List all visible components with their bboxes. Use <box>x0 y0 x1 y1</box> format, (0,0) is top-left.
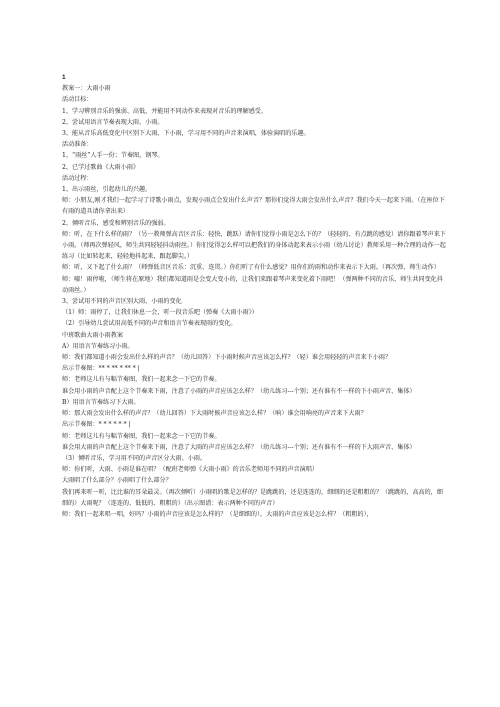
text-line: 3、能从音乐高低变化中区别下大雨、下小雨，学习用不同的声音来演唱，体验演唱的乐趣。 <box>62 130 310 138</box>
text-line: 师：听，又下起了什么雨？（师弹低音区音乐：沉重、连贯。）你们听了有什么感觉？用你们的雨和动作来表示下大雨。（再次弹，师生动作） <box>62 264 440 272</box>
text-line: （1）师：雨停了，让我们休息一会，听一段音乐吧（弹奏《大雨小雨》） <box>62 309 258 317</box>
text-line: 3、尝试用不同的声音区别大雨、小雨的变化 <box>62 298 182 306</box>
text-line: 师：老师这儿有与幅节奏图，我们一起来念一下它的节奏。 <box>62 376 221 384</box>
text-lines <box>62 83 447 520</box>
text-line: 中班歌曲大雨小雨教案 <box>62 331 123 339</box>
text-line: 1、“雨丝”人手一份；节奏图，钢琴。 <box>62 152 164 160</box>
text-line: 师：我们一起来唱一唱，好吗？小雨的声音应该是怎么样的？（是细细的），大雨的声音应该是怎么样？（粗粗的）， <box>62 510 373 518</box>
text-line: A）用语言节奏练习小雨。 <box>62 342 134 350</box>
text-line: 师：小朋友,刚才我们一起学习了诗歌小雨点，发现小雨点会发出什么声音？那你们觉得大雨会发出什么声音？我们今天一起来下雨。（在座位下有雨的道具请你拿出来） <box>62 197 445 216</box>
text-line: 2、倾听音乐，感受和辨别音乐的强弱。 <box>62 219 170 227</box>
text-line: （2）引导幼儿尝试用高低不同的声音和语言节奏表现雨的变化。 <box>62 320 237 328</box>
text-line: 谁会用大雨的声音配上这个节奏来下雨，注意了大雨的声音应该怎么样？（幼儿练习---个别；还有谁有不一样的下大雨声音、集体） <box>62 443 416 451</box>
text-line: 出示节奏图：** * ** * ** * | <box>62 365 140 373</box>
text-line: 师：我们都知道小雨会发出什么样的声音？（幼儿回答）下小雨时候声音应该怎么样？（轻）谁会用轻轻的声音来下小雨？ <box>62 354 392 362</box>
text-line: 师：嘘！雨停啦，（师生将在原地）我们都知道雨是会变大变小的，让我们来跟着琴声来变化着下雨吧！（弹两种不同的音乐，师生共同变化抖动雨丝。） <box>62 275 443 294</box>
text-line: 师：老师这儿有与幅节奏图，我们一起来念一下它的节奏。 <box>62 432 221 440</box>
document-body <box>62 72 447 520</box>
text-line: 1、学习辨别音乐的强弱、高低，并能用不同动作来表现对音乐的理解感受。 <box>62 107 267 115</box>
text-line: 大雨唱了什么部分？小雨唱了什么部分？ <box>62 477 172 485</box>
text-line: 2、已学过歌曲《大雨小雨》 <box>62 163 140 171</box>
text-line: 活动准备： <box>62 141 93 149</box>
text-line: 活动过程： <box>62 174 93 182</box>
page-number: 1 <box>62 74 66 81</box>
text-line: 谁会用小雨的声音配上这个节奏来下雨，注意了小雨的声音应该怎么样？（幼儿练习---个别；还有谁有不一样的下小雨声音、集体） <box>62 387 416 395</box>
text-line: 活动目标： <box>62 96 93 104</box>
text-line: 出示节奏图：* * * * * * | <box>62 421 131 429</box>
text-line: B）用语言节奏练习下大雨。 <box>62 398 140 406</box>
text-line: 师：那大雨会发出什么样的声音？（幼儿回答）下大雨时候声音应该怎么样？（响）谁会用响亮的声音来下大雨？ <box>62 410 367 418</box>
text-line: 教案一：大雨小雨 <box>62 85 111 93</box>
text-line: 我们再来听一听，比比谁的耳朵最灵。（再次倾听）小雨唱的歌是怎样的？是跳跳的，还是连连的，细细的还是粗粗的？（跳跳的，高高的，细细的）大雨呢？（连连的、低低的、粗粗的）（出示图谱：表示两种不同的声音） <box>62 488 443 507</box>
text-line: 师：听，在下什么样的雨？（另一教师弹高音区音乐：轻快、跳跃）请你们觉得小雨是怎么下的？（轻轻的、有点跳的感觉）请你跟着琴声来下小雨。（师再次弹轻风，师生共同轻轻抖动雨丝。）你们觉得怎么样可以把我们的身体动起来表示小雨（幼儿讨论）教师采用一种合理的动作一起练习（比如转起来，轻轻地抖起来，跟起脚尖。） <box>62 230 446 261</box>
text-line: 师：你们听，大雨、小雨是谁在唱？（配班老师弹《大雨小雨》的音乐老师用不同的声音演唱） <box>62 466 318 474</box>
text-line: （3）倾听音乐，学习用不同的声音区分大雨、小雨。 <box>62 454 207 462</box>
text-line: 1、出示雨丝，引起幼儿的兴趣。 <box>62 186 152 194</box>
text-line: 2、尝试用语言节奏表现大雨、小雨。 <box>62 118 164 126</box>
